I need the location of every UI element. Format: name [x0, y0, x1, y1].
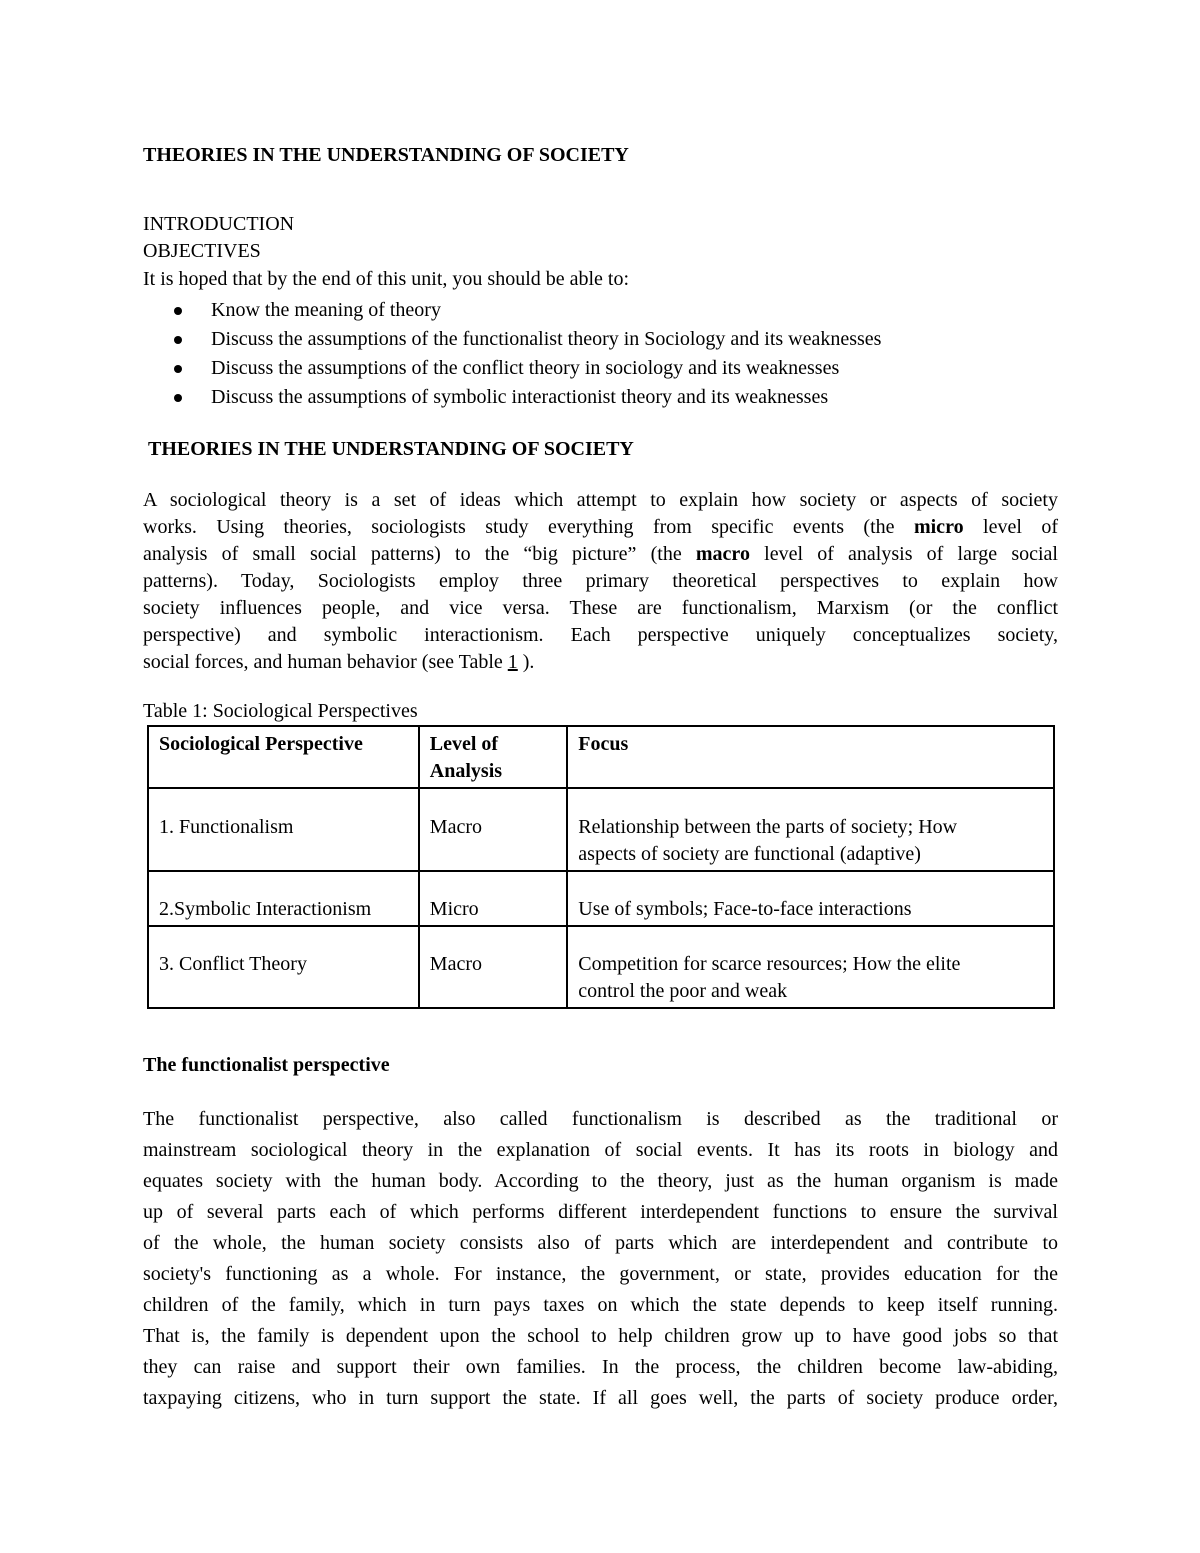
cell-perspective: 3. Conflict Theory	[148, 926, 419, 1008]
column-header-perspective: Sociological Perspective	[148, 726, 419, 788]
list-item: Know the meaning of theory	[172, 296, 881, 325]
table-row	[148, 926, 1054, 1008]
cell-level: Micro	[419, 871, 568, 926]
cell-perspective: 2.Symbolic Interactionism	[148, 871, 419, 926]
bullet-icon	[174, 394, 182, 402]
document-title: THEORIES IN THE UNDERSTANDING OF SOCIETY	[143, 144, 629, 166]
bullet-icon	[174, 336, 182, 344]
objectives-intro: It is hoped that by the end of this unit, you should be able to:	[143, 268, 630, 290]
table-row	[148, 871, 1054, 926]
cell-focus: Competition for scarce resources; How the elite control the poor and weak	[567, 926, 1054, 1008]
cell-level: Macro	[419, 926, 568, 1008]
functionalist-paragraph: The functionalist perspective, also called functionalism is described as the traditional or mainstream sociological theory in the explanation of social events. It has its roots in biology and equates society with the human body. According to the theory, just as the human organism is made up of several parts each of which performs different interdependent functions to ensure the survival of the whole, the human society consists also of parts which are interdependent and contribute to society's functioning as a whole. For instance, the government, or state, provides education for the children of the family, which in turn pays taxes on which the state depends to keep itself running. That is, the family is dependent upon the school to help children grow up to have good jobs so that they can raise and support their own families. In the process, the children become law-abiding, taxpaying citizens, who in turn support the state. If all goes well, the parts of society produce order,	[143, 1108, 1058, 1409]
table-caption: Table 1: Sociological Perspectives	[143, 700, 418, 722]
cell-focus: Relationship between the parts of society; How aspects of society are functional (adaptive)	[567, 788, 1054, 871]
perspectives-table	[147, 725, 1055, 1009]
bullet-icon	[174, 365, 182, 373]
list-item: Discuss the assumptions of the conflict theory in sociology and its weaknesses	[172, 354, 881, 383]
bullet-icon	[174, 307, 182, 315]
list-item: Discuss the assumptions of symbolic interactionist theory and its weaknesses	[172, 383, 881, 412]
objectives-list	[172, 296, 881, 412]
intro-paragraph: A sociological theory is a set of ideas which attempt to explain how society or aspects of society works. Using theories, sociologists study everything from specific events (the micro level of analysis of small social patterns) to the “big picture” (the macro level of analysis of large social patterns). Today, Sociologists employ three primary theoretical perspectives to explain how society influences people, and vice versa. These are functionalism, Marxism (or the conflict perspective) and symbolic interactionism. Each perspective uniquely conceptualizes society, social forces, and human behavior (see Table 1 ).	[143, 489, 1058, 673]
section-title: THEORIES IN THE UNDERSTANDING OF SOCIETY	[148, 438, 634, 460]
column-header-level: Level of Analysis	[419, 726, 568, 788]
objectives-heading: OBJECTIVES	[143, 240, 261, 262]
table-header-row	[148, 726, 1054, 788]
cell-focus: Use of symbols; Face-to-face interactions	[567, 871, 1054, 926]
table-row	[148, 788, 1054, 871]
list-item: Discuss the assumptions of the functionalist theory in Sociology and its weaknesses	[172, 325, 881, 354]
functionalist-heading: The functionalist perspective	[143, 1054, 390, 1076]
cell-perspective: 1. Functionalism	[148, 788, 419, 871]
introduction-heading: INTRODUCTION	[143, 213, 295, 235]
table-reference-link[interactable]: 1	[507, 651, 518, 673]
cell-level: Macro	[419, 788, 568, 871]
column-header-focus: Focus	[567, 726, 1054, 788]
